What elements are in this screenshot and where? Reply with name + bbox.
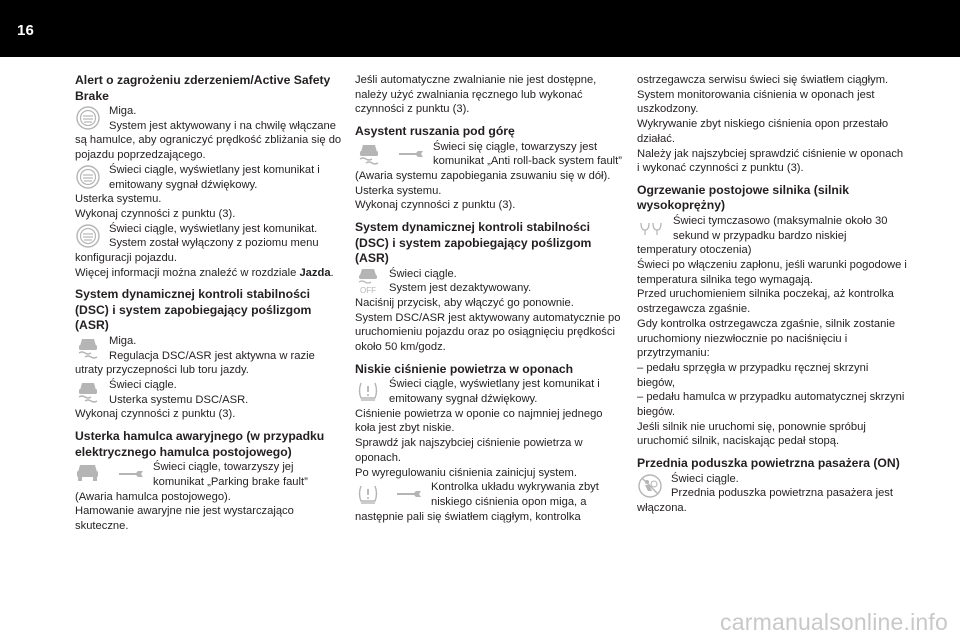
service-wrench-icon (395, 485, 423, 503)
text-line: Jeśli automatyczne zwalnianie nie jest dostępne, należy użyć zwalniania ręcznego lub wykonać czynności z punktu (3). (355, 74, 597, 116)
text-line: Wykrywanie zbyt niskiego ciśnienia opon przestało działać. (637, 118, 889, 145)
text-line: Miga. (109, 334, 137, 347)
text-line: Usterka systemu. (75, 193, 162, 206)
section-title: Przednia poduszka powietrzna pasażera (ON) (637, 456, 900, 471)
text-line: ostrzegawcza serwisu świeci się światłem ciągłym. (637, 74, 889, 86)
service-wrench-icon (117, 465, 145, 483)
text-line: Jeśli silnik nie uruchomi się, ponownie spróbuj uruchomić silnik, naciskając pedał stopą. (637, 420, 866, 448)
text-line: Wykonaj czynności z punktu (3). (75, 207, 236, 220)
text-line: Usterka systemu DSC/ASR. (109, 393, 249, 406)
column-1 (75, 73, 343, 534)
text-line: Świeci tymczasowo (maksymalnie około 30 sekund w przypadku bardzo niskiej temperatury otoczenia) (637, 214, 888, 257)
text-line: Po wyregulowaniu ciśnienia zainicjuj system. (355, 466, 577, 479)
airbag-icon (637, 473, 663, 499)
reference-text: Więcej informacji można znaleźć w rozdziale (75, 266, 297, 279)
brake-fault-icon (75, 461, 145, 487)
text-line: Sprawdź jak najszybciej ciśnienie powietrza w oponach. (355, 437, 583, 464)
dsc-off-icon (355, 268, 381, 294)
tyre-pressure-icon (355, 481, 423, 507)
text-line: Świeci się ciągle, towarzyszy jest komunikat „Anti roll-back system fault” (Awaria systemu zapobiegania zsuwaniu się w dół). (355, 140, 623, 183)
section-title: Alert o zagrożeniu zderzeniem/Active Safety Brake (75, 73, 331, 103)
text-line: Miga. (109, 105, 137, 117)
text-line: Regulacja DSC/ASR jest aktywna w razie utraty przyczepności lub toru jazdy. (75, 349, 315, 377)
reference-chapter: Jazda (299, 266, 331, 279)
text-line: System monitorowania ciśnienia w oponach jest uszkodzony. (637, 88, 875, 116)
column-2 (355, 73, 625, 524)
column-3 (637, 73, 907, 516)
off-label: OFF (360, 285, 376, 295)
tyre-pressure-icon (355, 378, 381, 404)
text-line: Świeci ciągle, wyświetlany jest komunikat. (109, 222, 318, 235)
text-line: Więcej informacji można znaleźć w rozdziale Jazda. (75, 266, 334, 279)
text-line: Hamowanie awaryjne nie jest wystarczająco skuteczne. (75, 505, 294, 532)
header-bar (0, 0, 960, 57)
section-title: Niskie ciśnienie powietrza w oponach (355, 361, 574, 376)
text-line: Wykonaj czynności z punktu (3). (75, 408, 236, 421)
collision-warning-icon (75, 105, 101, 131)
collision-warning-icon (75, 164, 101, 190)
text-line: System DSC/ASR jest aktywowany automatycznie po uruchomieniu pojazdu oraz po osiągnięciu prędkości około 50 km/godz. (355, 311, 621, 354)
page-number: 16 (17, 22, 35, 39)
text-line: Świeci ciągle, towarzyszy jej komunikat „Parking brake fault” (Awaria hamulca postojowego). (75, 461, 308, 503)
text-line: Naciśnij przycisk, aby włączyć go ponownie. (355, 297, 574, 310)
text-line: Świeci po włączeniu zapłonu, jeśli warunki pogodowe i temperatura silnika tego wymagają. (637, 259, 907, 286)
watermark: carmanualsonline.info (720, 609, 948, 635)
text-line: System jest aktywowany i na chwilę włączane są hamulce, aby ograniczyć prędkość zbliżania się do pojazdu poprzedzającego. (75, 119, 342, 162)
collision-warning-icon (75, 223, 101, 249)
text-line: Ciśnienie powietrza w oponie co najmniej jednego koła jest zbyt niskie. (355, 407, 603, 435)
glow-plug-icon (637, 215, 665, 241)
text-line: System został wyłączony z poziomu menu konfiguracji pojazdu. (75, 237, 319, 265)
dsc-asr-icon (75, 335, 101, 361)
text-line: Usterka systemu. (355, 184, 442, 197)
text-line: – pedału hamulca w przypadku automatycznej skrzyni biegów. (637, 391, 905, 419)
text-line: Przed uruchomieniem silnika poczekaj, aż kontrolka ostrzegawcza zgaśnie. (637, 288, 894, 316)
text-line: Świeci ciągle, wyświetlany jest komunikat i emitowany sygnał dźwiękowy. (389, 378, 600, 406)
section-title: Asystent ruszania pod górę (355, 124, 515, 139)
text-line: Należy jak najszybciej sprawdzić ciśnienie w oponach i wykonać czynności z punktu (3). (637, 147, 904, 175)
section-title: Ogrzewanie postojowe silnika (silnik wysokoprężny) (637, 182, 849, 213)
text-line: Kontrolka układu wykrywania zbyt niskiego ciśnienia opon miga, a następnie pali się światłem ciągłym, kontrolka (355, 481, 599, 523)
text-line: Świeci ciągle, wyświetlany jest komunikat i emitowany sygnał dźwiękowy. (109, 163, 320, 191)
text-line: System jest dezaktywowany. (389, 282, 532, 295)
text-line: Gdy kontrolka ostrzegawcza zgaśnie, silnik zostanie uruchomiony niezwłocznie po naciśnięciu i przytrzymaniu: (637, 317, 896, 360)
text-line: Świeci ciągle. (389, 267, 457, 280)
section-title: System dynamicznej kontroli stabilności (DSC) i system zapobiegający poślizgom (ASR) (355, 220, 592, 266)
text-line: – pedału sprzęgła w przypadku ręcznej skrzyni biegów, (637, 361, 869, 389)
section-title: System dynamicznej kontroli stabilności (DSC) i system zapobiegający poślizgom (ASR) (75, 287, 312, 333)
text-line: Świeci ciągle. (109, 379, 177, 392)
text-line: Przednia poduszka powietrzna pasażera jest włączona. (637, 487, 894, 515)
text-line: Świeci ciągle. (671, 472, 739, 485)
section-title: Usterka hamulca awaryjnego (w przypadku elektrycznego hamulca postojowego) (75, 429, 325, 459)
text-line: Wykonaj czynności z punktu (3). (355, 199, 516, 212)
dsc-asr-icon (355, 141, 425, 167)
service-wrench-icon (397, 145, 425, 163)
dsc-asr-icon (75, 379, 101, 405)
